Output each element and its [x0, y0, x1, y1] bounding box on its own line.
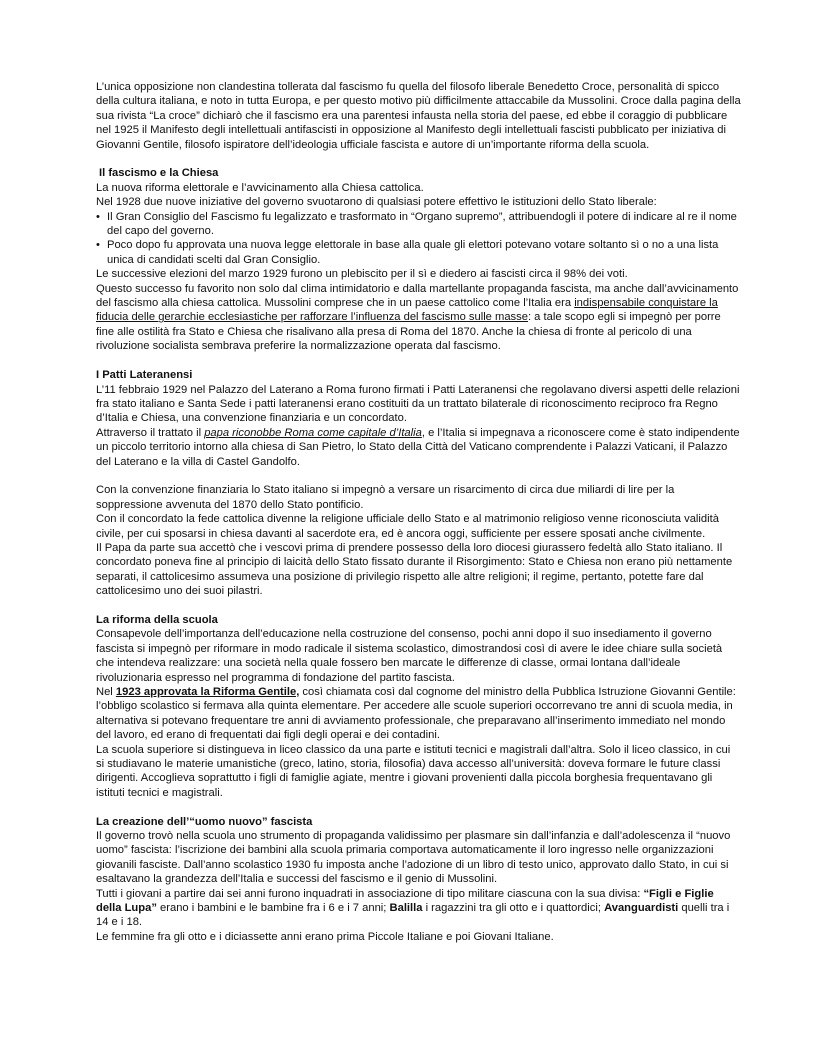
section-uomo-nuovo	[96, 815, 741, 945]
section-heading: Il fascismo e la Chiesa	[99, 167, 219, 180]
bullet-list	[96, 210, 741, 268]
text-run: Nel	[96, 686, 116, 698]
list-item	[96, 210, 741, 239]
bold-text: “Figli e Figlie della Lupa”	[96, 887, 714, 915]
section-heading: La riforma della scuola	[96, 613, 218, 626]
paragraph: Con la convenzione finanziaria lo Stato italiano si impegnò a versare un risarcimento di circa due miliardi di lire per la soppressione avvenuta del 1870 dello Stato pontificio.	[96, 484, 675, 511]
document-page	[96, 80, 741, 944]
paragraph: La scuola superiore si distingueva in liceo classico da una parte e istituti tecnici e magistrali dall’altra. Solo il liceo classico, in cui si studiavano le materie umanistiche (greco, latino, storia, filosofia) dava accesso all’università: doveva formare le future classi dirigenti. Accoglieva soprattutto i figli di famiglie agiate, mentre i giovani provenienti dalla piccola borghesia frequentavano gli istituti tecnici e magistrali.	[96, 743, 731, 799]
paragraph: Il governo trovò nella scuola uno strumento di propaganda validissimo per plasmare sin dall’infanzia e dall’adolescenza il “nuovo uomo” fascista: l’iscrizione dei bambini alla scuola primaria comportava automaticamente il loro ingresso nelle organizzazioni giovanili fasciste. Dall’anno scolastico 1930 fu imposta anche l’adozione di un libro di testo unico, approvato dallo Stato, in cui si esaltavano la grandezza dell’Italia e successi del fascismo e il genio di Mussolini.	[96, 830, 731, 886]
spacer	[96, 469, 741, 483]
spacer	[96, 354, 741, 368]
paragraph: Le femmine fra gli otto e i diciassette anni erano prima Piccole Italiane e poi Giovani Italiane.	[96, 930, 554, 943]
paragraph: Con il concordato la fede cattolica divenne la religione ufficiale dello Stato e al matrimonio religioso venne riconosciuta validità civile, per cui sposarsi in chiesa davanti al sacerdote era, ed è ancora oggi, sufficiente per essere sposati anche civilmente.	[96, 513, 719, 540]
spacer	[96, 599, 741, 613]
section-fascismo-chiesa	[96, 166, 741, 353]
bold-underlined-text: 1923 approvata la Riforma Gentile,	[115, 686, 300, 698]
bullet-icon: •	[96, 239, 100, 252]
bold-text: Balilla	[389, 902, 423, 915]
paragraph: L’11 febbraio 1929 nel Palazzo del Laterano a Roma furono firmati i Patti Lateranensi che regolavano diversi aspetti delle relazioni fra stato italiano e Santa Sede i patti lateranensi erano costituiti da un trattato bilaterale di riconoscimento reciproco fra Regno d’Italia e Chiesa, una convenzione finanziaria e un concordato.	[96, 383, 740, 425]
list-item	[96, 238, 741, 267]
section-patti-lateranensi	[96, 368, 741, 598]
text-run: : a tale scopo egli si impegnò per porre fine alle ostilità fra Stato e Chiesa che risalivano alla presa di Roma del 1870. Anche la chiesa di fronte al pericolo di una rivoluzione socialista sembrava preferire la normalizzazione operata dal fascismo.	[96, 311, 721, 353]
paragraph: Nel 1928 due nuove iniziative del governo svuotarono di qualsiasi potere effettivo le istituzioni dello Stato liberale:	[96, 196, 657, 209]
text-run: , e l’Italia si impegnava a riconoscere come è stato indipendente un piccolo territorio intorno alla chiesa di San Pietro, lo Stato della Città del Vaticano comprendente i Palazzi Vaticani, il Palazzo del Laterano e la villa di Castel Gandolfo.	[96, 426, 740, 468]
paragraph: Consapevole dell’importanza dell’educazione nella costruzione del consenso, pochi anni dopo il suo insediamento il governo fascista si impegnò per riformare in modo radicale il sistema scolastico, dimostrandosi così di avere le idee chiare sulla società che intendeva realizzare: una società nella quale fossero ben marcate le differenze di classe, ormai lontana dall’ideale rivoluzionaria espresso nel programma di fondazione del partito fascista.	[96, 628, 723, 684]
bullet-icon: •	[96, 210, 100, 223]
intro-paragraph: L’unica opposizione non clandestina tollerata dal fascismo fu quella del filosofo liberale Benedetto Croce, personalità di spicco della cultura italiana, e noto in tutta Europa, e per questo motivo più difficilmente attaccabile da Mussolini. Croce dalla pagina della sua rivista “La croce” dichiarò che il fascismo era una parentesi infausta nella storia del paese, ed ebbe il coraggio di pubblicare nel 1925 il Manifesto degli intellettuali antifascisti in opposizione al Manifesto degli intellettuali fascisti pubblicato per iniziativa di Giovanni Gentile, filosofo ispiratore dell’ideologia ufficiale fascista e autore di un’importante riforma della scuola.	[96, 81, 741, 151]
text-run: così chiamata così dal cognome del ministro della Pubblica Istruzione Giovanni Gentile: l’obbligo scolastico si fermava alla quinta elementare. Per accedere alle scuole superiori occorrevano tre anni di scuola media, in alternativa si potevano frequentare tre anni di avviamento professionale, che preparavano all’inserimento immediato nel mondo del lavoro, ed erano di frequentati dai figli degli operai e dei contadini.	[96, 686, 736, 742]
section-heading: I Patti Lateranensi	[96, 369, 193, 382]
text-run: Questo successo fu favorito non solo dal clima intimidatorio e dalla martellante propaganda fascista, ma anche dall’avvicinamento del fascismo alla chiesa cattolica. Mussolini comprese che in un paese cattolico come l’Italia era	[96, 282, 739, 310]
section-heading: La creazione dell’“uomo nuovo” fascista	[96, 815, 313, 828]
section-subheading: La nuova riforma elettorale e l’avvicinamento alla Chiesa cattolica.	[96, 181, 424, 194]
paragraph	[96, 887, 741, 930]
paragraph: Il Papa da parte sua accettò che i vescovi prima di prendere possesso della loro diocesi giurassero fedeltà allo Stato italiano. Il concordato poneva fine al principio di laicità dello Stato fissato durante il Risorgimento: Stato e Chiesa non erano più nettamente separati, il cattolicesimo assumeva una posizione di privilegio rispetto alle altre religioni; il regime, pertanto, potette fare dal cattolicesimo uno dei suoi pilastri.	[96, 541, 733, 598]
text-run: i ragazzini tra gli otto e i quattordici;	[422, 902, 605, 915]
underlined-italic-text: papa riconobbe Roma come capitale d’Italia	[204, 426, 422, 439]
bold-text: Avanguardisti	[604, 902, 679, 915]
spacer	[96, 800, 741, 814]
paragraph	[96, 426, 741, 469]
list-item-text: Il Gran Consiglio del Fascismo fu legalizzato e trasformato in “Organo supremo”, attribuendogli il potere di indicare al re il nome del capo del governo.	[107, 210, 737, 238]
paragraph	[96, 685, 741, 743]
paragraph: Le successive elezioni del marzo 1929 furono un plebiscito per il sì e diedero ai fascisti circa il 98% dei voti.	[96, 268, 628, 281]
paragraph	[96, 282, 741, 354]
text-run: Attraverso il trattato il	[96, 426, 205, 439]
section-riforma-scuola	[96, 613, 741, 800]
underlined-text: indispensabile conquistare la fiducia delle gerarchie ecclesiastiche per rafforzare l’influenza del fascismo sulle masse	[96, 297, 718, 324]
text-run: Tutti i giovani a partire dai sei anni furono inquadrati in associazione di tipo militare ciascuna con la sua divisa:	[96, 887, 644, 900]
spacer	[96, 152, 741, 166]
text-run: quelli tra i 14 e i 18.	[96, 902, 730, 929]
list-item-text: Poco dopo fu approvata una nuova legge elettorale in base alla quale gli elettori potevano votare soltanto sì o no a una lista unica di candidati scelti dal Gran Consiglio.	[107, 239, 719, 266]
text-run: erano i bambini e le bambine fra i 6 e i 7 anni;	[156, 902, 390, 915]
